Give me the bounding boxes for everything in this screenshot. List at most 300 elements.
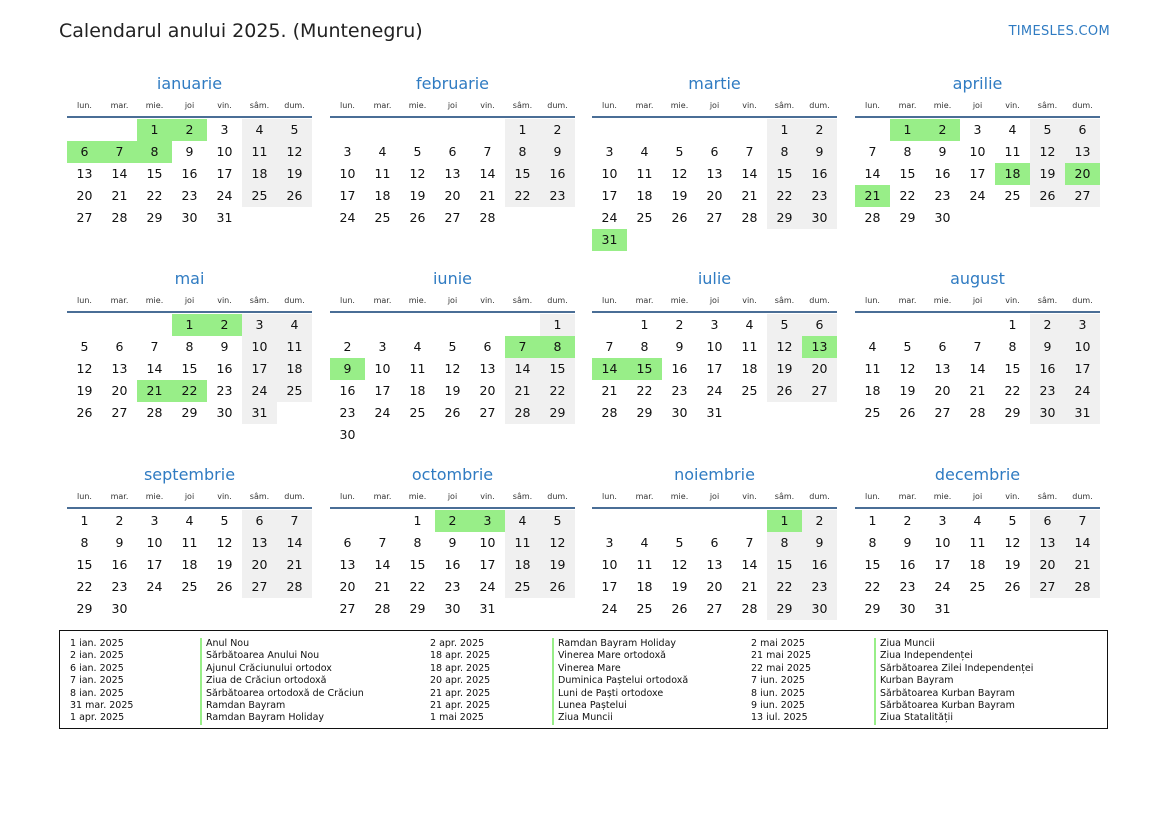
day-cell: 4 <box>242 119 277 141</box>
day-cell: 16 <box>111 557 128 572</box>
day-cell: 22 <box>76 579 93 594</box>
day-cell: 4 <box>640 535 649 550</box>
legend-date: 20 apr. 2025 <box>430 675 491 687</box>
day-cell: 17 <box>374 383 391 398</box>
empty-day-cell <box>470 314 505 336</box>
weekday-label: dum. <box>547 101 568 110</box>
day-cell: 22 <box>767 185 802 207</box>
weekday-label: dum. <box>809 296 830 305</box>
empty-day-cell <box>732 119 767 141</box>
day-cell: 9 <box>220 339 229 354</box>
holiday-day-cell: 8 <box>540 336 575 358</box>
day-cell: 13 <box>339 557 356 572</box>
day-cell: 18 <box>374 188 391 203</box>
weekday-label: mar. <box>110 296 129 305</box>
legend-date: 7 ian. 2025 <box>70 675 124 687</box>
day-cell: 28 <box>864 210 881 225</box>
empty-day-cell <box>102 119 137 141</box>
empty-day-cell <box>67 314 102 336</box>
day-cell: 1 <box>868 513 877 528</box>
weekday-label: vin. <box>480 101 495 110</box>
day-cell: 11 <box>636 557 653 572</box>
day-cell: 23 <box>444 579 461 594</box>
day-cell: 26 <box>671 210 688 225</box>
legend-date: 21 apr. 2025 <box>430 699 491 711</box>
day-cell: 19 <box>216 557 233 572</box>
day-cell: 17 <box>601 188 618 203</box>
day-cell: 11 <box>864 361 881 376</box>
month-name: noiembrie <box>674 465 755 484</box>
day-cell: 23 <box>802 576 837 598</box>
weekday-label: vin. <box>1005 101 1020 110</box>
day-cell: 7 <box>868 144 877 159</box>
day-cell: 3 <box>973 122 982 137</box>
day-cell: 16 <box>1030 358 1065 380</box>
weekday-label: vin. <box>217 492 232 501</box>
weekday-label: sâm. <box>1037 101 1058 110</box>
day-cell: 4 <box>413 339 422 354</box>
day-cell: 6 <box>938 339 947 354</box>
weekday-label: joi <box>184 492 195 501</box>
weekday-label: lun. <box>865 492 880 501</box>
legend-holiday-name: Ziua Muncii <box>558 712 613 724</box>
legend-names-col-2 <box>552 638 688 725</box>
day-cell: 22 <box>899 188 916 203</box>
legend-holiday-name: Kurban Bayram <box>880 675 954 687</box>
day-cell: 26 <box>899 405 916 420</box>
day-cell: 30 <box>444 601 461 616</box>
day-cell: 27 <box>76 210 93 225</box>
empty-day-cell <box>732 510 767 532</box>
day-cell: 2 <box>675 317 684 332</box>
weekday-label: joi <box>972 492 983 501</box>
day-cell: 12 <box>899 361 916 376</box>
legend-holiday-name: Luni de Paști ortodoxe <box>558 687 664 699</box>
month-mai <box>67 268 312 424</box>
day-cell: 6 <box>1030 510 1065 532</box>
empty-day-cell <box>505 314 540 336</box>
day-cell: 13 <box>444 166 461 181</box>
day-cell: 17 <box>216 166 233 181</box>
day-cell: 18 <box>409 383 426 398</box>
legend-dates-col-2 <box>430 638 490 725</box>
weekday-label: lun. <box>77 101 92 110</box>
day-cell: 23 <box>802 185 837 207</box>
day-cell: 30 <box>671 405 688 420</box>
weekday-label: vin. <box>742 296 757 305</box>
weekday-label: sâm. <box>512 492 533 501</box>
day-cell: 11 <box>969 535 986 550</box>
day-cell: 14 <box>864 166 881 181</box>
day-cell: 9 <box>802 532 837 554</box>
day-cell: 12 <box>767 336 802 358</box>
day-cell: 14 <box>374 557 391 572</box>
day-cell: 20 <box>111 383 128 398</box>
weekday-label: mie. <box>145 296 164 305</box>
day-cell: 19 <box>76 383 93 398</box>
day-cell: 8 <box>413 535 422 550</box>
day-cell: 18 <box>505 554 540 576</box>
day-cell: 27 <box>934 405 951 420</box>
day-cell: 28 <box>741 210 758 225</box>
empty-day-cell <box>855 314 890 336</box>
day-cell: 23 <box>181 188 198 203</box>
day-cell: 22 <box>636 383 653 398</box>
weekday-label: mie. <box>145 101 164 110</box>
day-cell: 25 <box>181 579 198 594</box>
day-cell: 16 <box>802 554 837 576</box>
day-cell: 30 <box>111 601 128 616</box>
weekday-label: mar. <box>898 296 917 305</box>
weekday-label: sâm. <box>512 101 533 110</box>
day-cell: 13 <box>1030 532 1065 554</box>
legend-holiday-name: Ramdan Bayram <box>206 699 286 711</box>
weekday-label: mie. <box>408 101 427 110</box>
weekday-header <box>592 295 837 313</box>
legend-date: 21 mai 2025 <box>751 650 812 662</box>
weekday-label: lun. <box>602 492 617 501</box>
day-cell: 5 <box>220 513 229 528</box>
day-cell: 6 <box>710 535 719 550</box>
weekday-label: dum. <box>809 101 830 110</box>
day-cell: 24 <box>1065 380 1100 402</box>
empty-day-cell <box>592 510 627 532</box>
weekday-label: vin. <box>742 492 757 501</box>
day-cell: 11 <box>505 532 540 554</box>
day-cell: 6 <box>448 144 457 159</box>
day-cell: 16 <box>339 383 356 398</box>
legend-holiday-name: Lunea Paștelui <box>558 699 627 711</box>
day-cell: 11 <box>409 361 426 376</box>
day-cell: 3 <box>343 144 352 159</box>
holiday-day-cell: 2 <box>172 119 207 141</box>
day-cell: 24 <box>216 188 233 203</box>
day-cell: 12 <box>409 166 426 181</box>
empty-day-cell <box>330 119 365 141</box>
day-grid <box>592 119 837 251</box>
day-cell: 24 <box>601 601 618 616</box>
day-cell: 27 <box>1065 185 1100 207</box>
day-cell: 20 <box>802 358 837 380</box>
weekday-label: lun. <box>865 101 880 110</box>
day-cell: 30 <box>802 598 837 620</box>
weekday-label: mie. <box>408 492 427 501</box>
holiday-day-cell: 1 <box>767 510 802 532</box>
day-cell: 21 <box>479 188 496 203</box>
day-cell: 22 <box>540 380 575 402</box>
empty-day-cell <box>855 119 890 141</box>
weekday-label: mie. <box>670 101 689 110</box>
day-cell: 12 <box>540 532 575 554</box>
day-cell: 27 <box>1030 576 1065 598</box>
day-cell: 6 <box>343 535 352 550</box>
month-aprilie <box>855 73 1100 229</box>
day-cell: 3 <box>378 339 387 354</box>
day-grid <box>592 314 837 424</box>
day-cell: 19 <box>899 383 916 398</box>
empty-day-cell <box>697 119 732 141</box>
day-cell: 15 <box>181 361 198 376</box>
day-cell: 5 <box>1008 513 1017 528</box>
legend-date: 22 mai 2025 <box>751 662 812 674</box>
weekday-label: mie. <box>145 492 164 501</box>
day-grid <box>67 510 312 620</box>
holiday-day-cell: 2 <box>925 119 960 141</box>
day-cell: 28 <box>601 405 618 420</box>
day-cell: 14 <box>1065 532 1100 554</box>
day-cell: 17 <box>146 557 163 572</box>
day-cell: 17 <box>339 188 356 203</box>
day-cell: 17 <box>479 557 496 572</box>
weekday-label: sâm. <box>512 296 533 305</box>
day-cell: 2 <box>115 513 124 528</box>
weekday-label: lun. <box>865 296 880 305</box>
day-cell: 18 <box>741 361 758 376</box>
day-cell: 11 <box>636 166 653 181</box>
day-cell: 28 <box>741 601 758 616</box>
legend-names-col-1 <box>200 638 364 725</box>
day-cell: 24 <box>601 210 618 225</box>
holiday-day-cell: 20 <box>1065 163 1100 185</box>
empty-day-cell <box>365 119 400 141</box>
weekday-label: lun. <box>340 492 355 501</box>
day-cell: 20 <box>479 383 496 398</box>
day-cell: 30 <box>216 405 233 420</box>
day-grid <box>330 119 575 229</box>
day-cell: 24 <box>479 579 496 594</box>
month-decembrie <box>855 464 1100 620</box>
empty-day-cell <box>470 119 505 141</box>
weekday-label: dum. <box>547 492 568 501</box>
weekday-label: sâm. <box>774 296 795 305</box>
day-cell: 23 <box>671 383 688 398</box>
empty-day-cell <box>662 510 697 532</box>
legend-date: 2 ian. 2025 <box>70 650 124 662</box>
day-cell: 26 <box>409 210 426 225</box>
day-cell: 9 <box>675 339 684 354</box>
day-cell: 24 <box>706 383 723 398</box>
weekday-label: joi <box>447 101 458 110</box>
day-cell: 21 <box>601 383 618 398</box>
day-cell: 29 <box>1004 405 1021 420</box>
day-cell: 17 <box>1065 358 1100 380</box>
weekday-label: sâm. <box>249 101 270 110</box>
weekday-label: lun. <box>77 296 92 305</box>
empty-day-cell <box>137 314 172 336</box>
holiday-day-cell: 1 <box>890 119 925 141</box>
legend-date: 21 apr. 2025 <box>430 687 491 699</box>
day-cell: 12 <box>216 535 233 550</box>
day-cell: 14 <box>741 166 758 181</box>
day-cell: 13 <box>111 361 128 376</box>
weekday-label: dum. <box>809 492 830 501</box>
day-cell: 16 <box>444 557 461 572</box>
day-cell: 2 <box>540 119 575 141</box>
day-cell: 1 <box>1008 317 1017 332</box>
day-cell: 17 <box>242 358 277 380</box>
day-cell: 26 <box>540 576 575 598</box>
weekday-label: mar. <box>635 101 654 110</box>
day-cell: 18 <box>242 163 277 185</box>
month-name: iunie <box>432 269 472 288</box>
day-cell: 8 <box>505 141 540 163</box>
weekday-label: sâm. <box>1037 296 1058 305</box>
day-cell: 23 <box>216 383 233 398</box>
legend-holiday-name: Vinerea Mare ortodoxă <box>558 650 667 662</box>
holiday-day-cell: 18 <box>995 163 1030 185</box>
day-cell: 8 <box>868 535 877 550</box>
day-cell: 19 <box>1030 163 1065 185</box>
day-cell: 12 <box>671 557 688 572</box>
day-cell: 21 <box>969 383 986 398</box>
weekday-label: sâm. <box>1037 492 1058 501</box>
weekday-header <box>855 491 1100 509</box>
day-cell: 4 <box>973 513 982 528</box>
day-cell: 20 <box>706 579 723 594</box>
day-cell: 28 <box>479 210 496 225</box>
day-cell: 10 <box>1065 336 1100 358</box>
weekday-label: dum. <box>284 296 305 305</box>
day-cell: 9 <box>185 144 194 159</box>
legend-date: 1 ian. 2025 <box>70 638 124 649</box>
day-cell: 13 <box>479 361 496 376</box>
day-cell: 30 <box>181 210 198 225</box>
day-cell: 7 <box>745 535 754 550</box>
day-cell: 6 <box>1065 119 1100 141</box>
day-grid <box>67 119 312 229</box>
day-cell: 29 <box>899 210 916 225</box>
day-cell: 20 <box>242 554 277 576</box>
legend-date: 1 mai 2025 <box>430 712 484 724</box>
legend-date: 1 apr. 2025 <box>70 712 125 724</box>
day-cell: 25 <box>864 405 881 420</box>
legend-holiday-name: Sărbătoarea Kurban Bayram <box>880 687 1015 699</box>
day-cell: 25 <box>277 380 312 402</box>
holiday-day-cell: 21 <box>855 185 890 207</box>
empty-day-cell <box>627 119 662 141</box>
day-cell: 3 <box>150 513 159 528</box>
day-cell: 27 <box>706 210 723 225</box>
day-cell: 8 <box>903 144 912 159</box>
day-cell: 3 <box>242 314 277 336</box>
day-cell: 6 <box>242 510 277 532</box>
day-cell: 29 <box>767 207 802 229</box>
day-cell: 16 <box>181 166 198 181</box>
legend-date: 2 mai 2025 <box>751 638 805 649</box>
day-cell: 25 <box>741 383 758 398</box>
month-martie <box>592 73 837 251</box>
day-cell: 28 <box>505 402 540 424</box>
day-cell: 6 <box>115 339 124 354</box>
empty-day-cell <box>697 510 732 532</box>
day-cell: 10 <box>216 144 233 159</box>
day-cell: 7 <box>745 144 754 159</box>
site-link[interactable]: TIMESLES.COM <box>1008 24 1110 39</box>
day-cell: 8 <box>80 535 89 550</box>
day-cell: 28 <box>969 405 986 420</box>
empty-day-cell <box>330 314 365 336</box>
day-cell: 29 <box>146 210 163 225</box>
day-cell: 4 <box>1008 122 1017 137</box>
day-cell: 26 <box>671 601 688 616</box>
day-cell: 26 <box>1004 579 1021 594</box>
day-cell: 23 <box>111 579 128 594</box>
day-cell: 15 <box>899 166 916 181</box>
day-cell: 22 <box>505 185 540 207</box>
day-cell: 12 <box>444 361 461 376</box>
day-cell: 5 <box>767 314 802 336</box>
legend-date: 7 iun. 2025 <box>751 675 805 687</box>
month-name: septembrie <box>143 465 236 484</box>
month-name: iulie <box>697 269 732 288</box>
day-cell: 15 <box>146 166 163 181</box>
day-cell: 18 <box>181 557 198 572</box>
day-cell: 27 <box>339 601 356 616</box>
weekday-label: lun. <box>602 101 617 110</box>
day-cell: 7 <box>605 339 614 354</box>
day-cell: 20 <box>444 188 461 203</box>
day-cell: 25 <box>969 579 986 594</box>
day-cell: 15 <box>864 557 881 572</box>
weekday-label: sâm. <box>249 492 270 501</box>
day-cell: 5 <box>675 144 684 159</box>
weekday-header <box>855 100 1100 118</box>
weekday-label: mar. <box>635 492 654 501</box>
day-cell: 19 <box>540 554 575 576</box>
day-cell: 12 <box>277 141 312 163</box>
weekday-label: mar. <box>373 296 392 305</box>
day-cell: 8 <box>767 532 802 554</box>
day-cell: 10 <box>601 557 618 572</box>
weekday-label: mar. <box>110 492 129 501</box>
day-cell: 27 <box>111 405 128 420</box>
day-cell: 15 <box>76 557 93 572</box>
weekday-label: dum. <box>1072 101 1093 110</box>
day-cell: 15 <box>767 163 802 185</box>
day-cell: 17 <box>601 579 618 594</box>
holiday-day-cell: 31 <box>592 229 627 251</box>
day-cell: 10 <box>374 361 391 376</box>
month-februarie <box>330 73 575 229</box>
day-grid <box>330 510 575 620</box>
month-noiembrie <box>592 464 837 620</box>
weekday-label: lun. <box>602 296 617 305</box>
day-cell: 25 <box>1004 188 1021 203</box>
day-cell: 2 <box>1030 314 1065 336</box>
day-cell: 26 <box>767 380 802 402</box>
day-cell: 4 <box>505 510 540 532</box>
day-cell: 24 <box>339 210 356 225</box>
month-iunie <box>330 268 575 446</box>
legend-holiday-name: Ziua Muncii <box>880 638 935 649</box>
day-cell: 29 <box>767 598 802 620</box>
day-cell: 9 <box>938 144 947 159</box>
legend-date: 13 iul. 2025 <box>751 712 808 724</box>
day-cell: 21 <box>277 554 312 576</box>
day-cell: 23 <box>540 185 575 207</box>
day-cell: 24 <box>969 188 986 203</box>
holiday-day-cell: 14 <box>592 358 627 380</box>
day-cell: 10 <box>479 535 496 550</box>
day-cell: 8 <box>185 339 194 354</box>
day-grid <box>855 314 1100 424</box>
weekday-label: dum. <box>284 492 305 501</box>
day-cell: 14 <box>146 361 163 376</box>
day-cell: 21 <box>741 188 758 203</box>
day-cell: 5 <box>1030 119 1065 141</box>
day-cell: 14 <box>277 532 312 554</box>
day-cell: 12 <box>1030 141 1065 163</box>
